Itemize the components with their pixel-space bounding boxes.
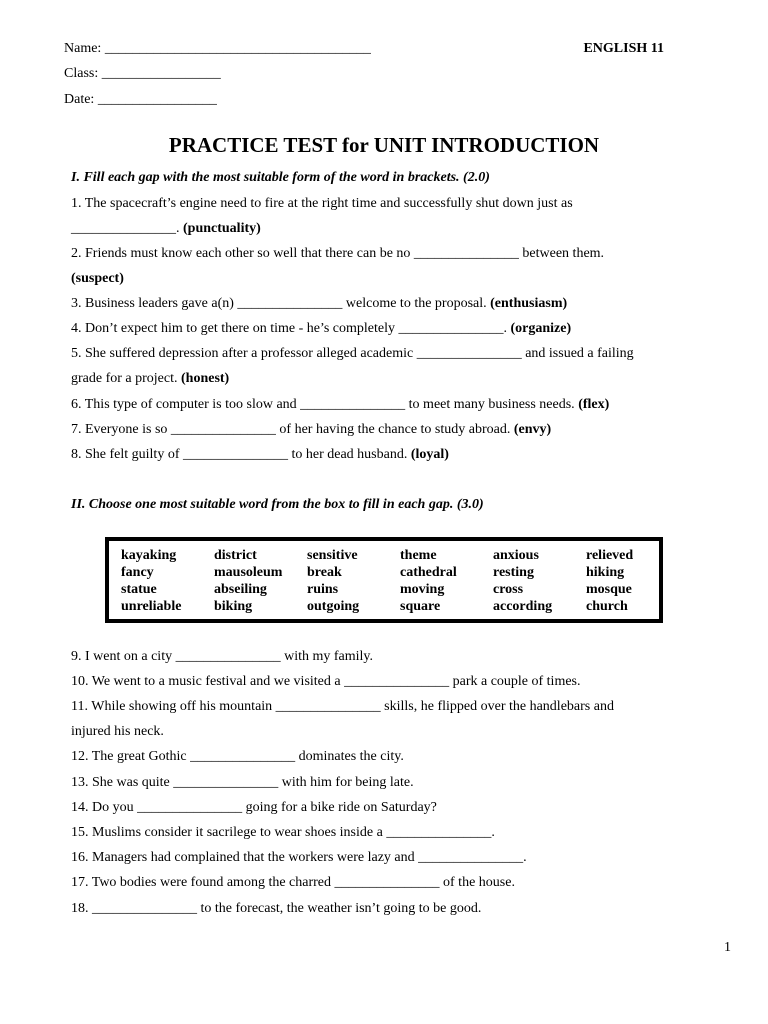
date-field: Date: _________________ <box>64 92 217 107</box>
word-box-item: moving <box>400 582 445 597</box>
question-3-text: 3. Business leaders gave a(n) _______________ welcome to the proposal. <box>71 296 487 311</box>
question-3 <box>71 291 701 316</box>
word-box-item: outgoing <box>307 599 360 614</box>
word-box-item: theme <box>400 548 437 563</box>
question-5-word: (honest) <box>181 371 230 386</box>
word-box-item: abseiling <box>214 582 267 597</box>
class-field: Class: _________________ <box>64 66 221 81</box>
word-box-item: relieved <box>586 548 634 563</box>
question-12: 12. The great Gothic _______________ dominates the city. <box>71 749 404 764</box>
word-box-item: mausoleum <box>214 565 283 580</box>
question-6-text: 6. This type of computer is too slow and _______________ to meet many business needs. <box>71 397 575 412</box>
word-box-item: kayaking <box>121 548 177 563</box>
question-17: 17. Two bodies were found among the charred _______________ of the house. <box>71 875 515 890</box>
page-title: PRACTICE TEST for UNIT INTRODUCTION <box>168 133 600 157</box>
word-box <box>105 537 663 623</box>
question-16: 16. Managers had complained that the workers were lazy and _______________. <box>71 850 527 865</box>
question-14: 14. Do you _______________ going for a bike ride on Saturday? <box>71 800 437 815</box>
question-4-word: (organize) <box>510 321 572 336</box>
question-2-line-1: 2. Friends must know each other so well that there can be no _______________ between them. <box>71 246 605 261</box>
question-10: 10. We went to a music festival and we visited a _______________ park a couple of times. <box>71 674 581 689</box>
question-11-line-2: injured his neck. <box>71 724 164 739</box>
question-11 <box>71 694 701 744</box>
word-box-item: unreliable <box>121 599 182 614</box>
word-box-grid <box>121 548 658 616</box>
question-1-line-2 <box>71 216 701 241</box>
question-13: 13. She was quite _______________ with him for being late. <box>71 775 414 790</box>
word-box-item: cathedral <box>400 565 457 580</box>
question-1 <box>71 191 701 241</box>
question-5-line-2 <box>71 366 701 391</box>
question-6 <box>71 392 701 417</box>
word-box-item: anxious <box>493 548 539 563</box>
question-8-word: (loyal) <box>410 447 449 462</box>
word-box-item: biking <box>214 599 253 614</box>
question-6-word: (flex) <box>578 397 610 412</box>
word-box-item: resting <box>493 565 534 580</box>
section-2-heading: II. Choose one most suitable word from the box to fill in each gap. (3.0) <box>71 497 484 512</box>
word-box-item: statue <box>121 582 157 597</box>
question-2 <box>71 241 701 291</box>
question-2-line-2 <box>71 266 701 291</box>
word-box-item: hiking <box>586 565 625 580</box>
question-4 <box>71 316 701 341</box>
question-7-word: (envy) <box>513 422 552 437</box>
section-1-heading: I. Fill each gap with the most suitable form of the word in brackets. (2.0) <box>71 170 490 185</box>
word-box-item: mosque <box>586 582 632 597</box>
question-2-word: (suspect) <box>71 271 124 286</box>
question-4-text: 4. Don’t expect him to get there on time - he’s completely _______________. <box>71 321 507 336</box>
question-18: 18. _______________ to the forecast, the weather isn’t going to be good. <box>71 901 482 916</box>
question-8 <box>71 442 701 467</box>
word-box-item: cross <box>493 582 524 597</box>
question-15: 15. Muslims consider it sacrilege to wear shoes inside a _______________. <box>71 825 495 840</box>
subject-label: ENGLISH 11 <box>583 41 664 56</box>
word-box-item: ruins <box>307 582 339 597</box>
question-5-line-1: 5. She suffered depression after a professor alleged academic _______________ and issued a failing <box>71 346 634 361</box>
question-1-line-1: 1. The spacecraft’s engine need to fire at the right time and successfully shut down just as <box>71 196 573 211</box>
question-7 <box>71 417 701 442</box>
word-box-item: break <box>307 565 342 580</box>
word-box-item: fancy <box>121 565 154 580</box>
word-box-item: church <box>586 599 628 614</box>
question-5-text: grade for a project. <box>71 371 178 386</box>
question-7-text: 7. Everyone is so _______________ of her having the chance to study abroad. <box>71 422 511 437</box>
name-field: Name: ______________________________________ <box>64 41 371 56</box>
question-5 <box>71 341 701 391</box>
question-8-text: 8. She felt guilty of _______________ to her dead husband. <box>71 447 408 462</box>
question-11-line-1: 11. While showing off his mountain _______________ skills, he flipped over the handlebars and <box>71 699 614 714</box>
question-1-word: (punctuality) <box>183 221 261 236</box>
word-box-item: district <box>214 548 257 563</box>
word-box-item: square <box>400 599 441 614</box>
word-box-item: according <box>493 599 553 614</box>
page-number: 1 <box>724 940 731 955</box>
question-1-blank: _______________. <box>71 221 180 236</box>
word-box-item: sensitive <box>307 548 358 563</box>
question-3-word: (enthusiasm) <box>490 296 568 311</box>
question-9: 9. I went on a city _______________ with my family. <box>71 649 373 664</box>
